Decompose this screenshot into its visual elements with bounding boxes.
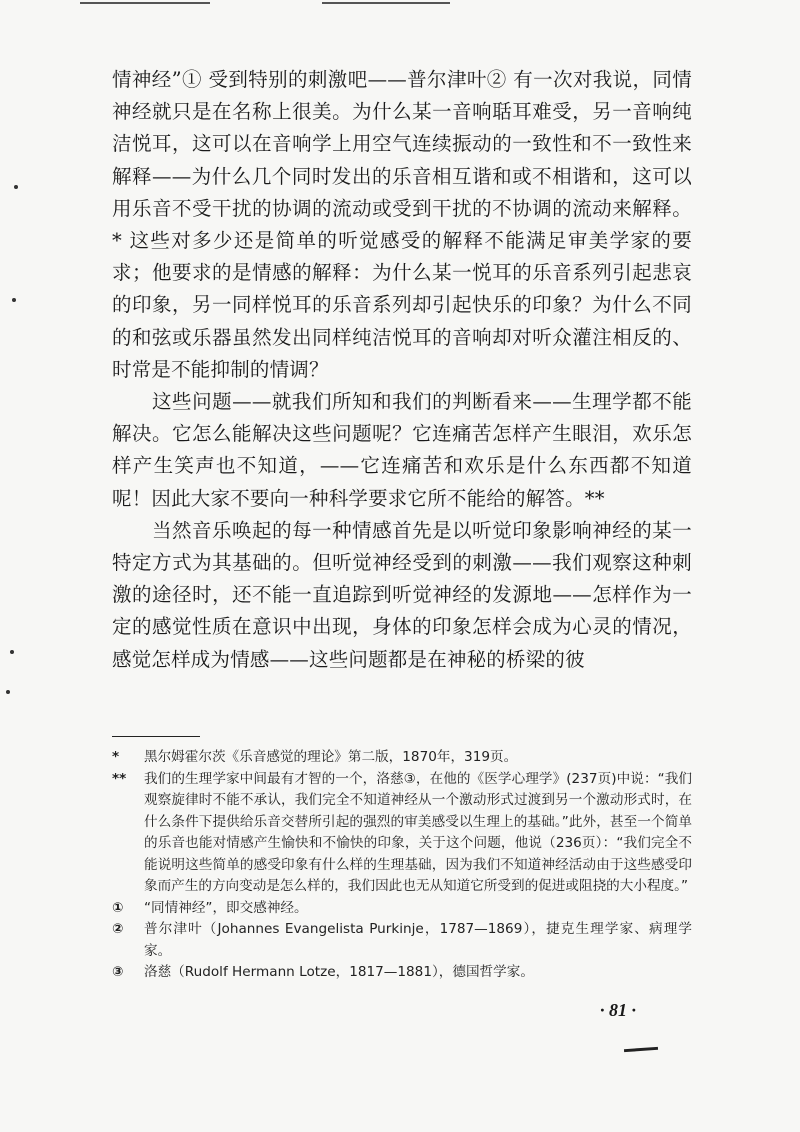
paragraph-1: 情神经”① 受到特别的刺激吧——普尔津叶② 有一次对我说，同情神经就只是在名称上很美。为什么某一音响聒耳难受，另一音响纯洁悦耳，这可以在音响学上用空气连续振动的一致性和不一致性来解释——为什么几个同时发出的乐音相互谐和或不相谐和，这可以用乐音不受干扰的协调的流动或受到干扰的不协调的流动来解释。* 这些对多少还是简单的听觉感受的解释不能满足审美学家的要求；他要求的是情感的解释：为什么某一悦耳的乐音系列引起悲哀的印象，另一同样悦耳的乐音系列却引起快乐的印象？为什么不同的和弦或乐器虽然发出同样纯洁悦耳的音响却对听众灌注相反的、时常是不能抑制的情调？ (112, 68, 692, 381)
footnote-text: 普尔津叶（Johannes Evangelista Purkinje，1787—1869），捷克生理学家、病理学家。 (144, 921, 692, 959)
footnote-text: 我们的生理学家中间最有才智的一个，洛慈③，在他的《医学心理学》(237页)中说：“我们观察旋律时不能不承认，我们完全不知道神经从一个激动形式过渡到另一个激动形式时，在什么条件下提供给乐音交替所引起的强烈的审美感受以生理上的基础。”此外，甚至一个简单的乐音也能对情感产生愉快和不愉快的印象，关于这个问题，他说（236页）：“我们完全不能说明这些简单的感受印象有什么样的生理基础，因为我们不知道神经活动由于这些感受印象而产生的方向变动是怎么样的，我们因此也无从知道它所受到的促进或阻挠的大小程度。” (144, 770, 692, 895)
top-rule-right (322, 2, 450, 4)
footnote-rule (112, 736, 200, 738)
margin-dot (10, 650, 14, 654)
footnote-4 (112, 919, 692, 962)
top-rule-left (80, 2, 210, 4)
margin-dot (6, 690, 10, 694)
footnote-3 (112, 898, 692, 920)
page-body (112, 64, 692, 984)
footnote-5 (112, 962, 692, 984)
footnote-2 (112, 769, 692, 898)
margin-dot (14, 185, 18, 189)
footnote-mark: ③ (112, 964, 124, 981)
footnote-1 (112, 747, 692, 769)
footnote-text: 洛慈（Rudolf Hermann Lotze，1817—1881），德国哲学家。 (144, 964, 534, 981)
footnote-text: “同情神经”，即交感神经。 (144, 899, 308, 916)
footnote-mark: ① (112, 899, 124, 916)
footnote-mark: ** (112, 770, 127, 787)
paragraph-2: 这些问题——就我们所知和我们的判断看来——生理学都不能解决。它怎么能解决这些问题呢？它连痛苦怎样产生眼泪，欢乐怎样产生笑声也不知道，——它连痛苦和欢乐是什么东西都不知道呢！因此大家不要向一种科学要求它所不能给的解答。** (112, 390, 692, 510)
page-number: · 81 · (600, 1000, 636, 1020)
dash-mark (624, 1047, 658, 1052)
footnote-text: 黑尔姆霍尔茨《乐音感觉的理论》第二版，1870年，319页。 (144, 749, 518, 766)
margin-dot (12, 298, 16, 302)
footnote-mark: * (112, 749, 120, 766)
footnote-mark: ② (112, 921, 124, 938)
paragraph-3: 当然音乐唤起的每一种情感首先是以听觉印象影响神经的某一特定方式为其基础的。但听觉神经受到的刺激——我们观察这种刺激的途径时，还不能一直追踪到听觉神经的发源地——怎样作为一定的感觉性质在意识中出现，身体的印象怎样会成为心灵的情况，感觉怎样成为情感——这些问题都是在神秘的桥梁的彼 (112, 518, 692, 671)
